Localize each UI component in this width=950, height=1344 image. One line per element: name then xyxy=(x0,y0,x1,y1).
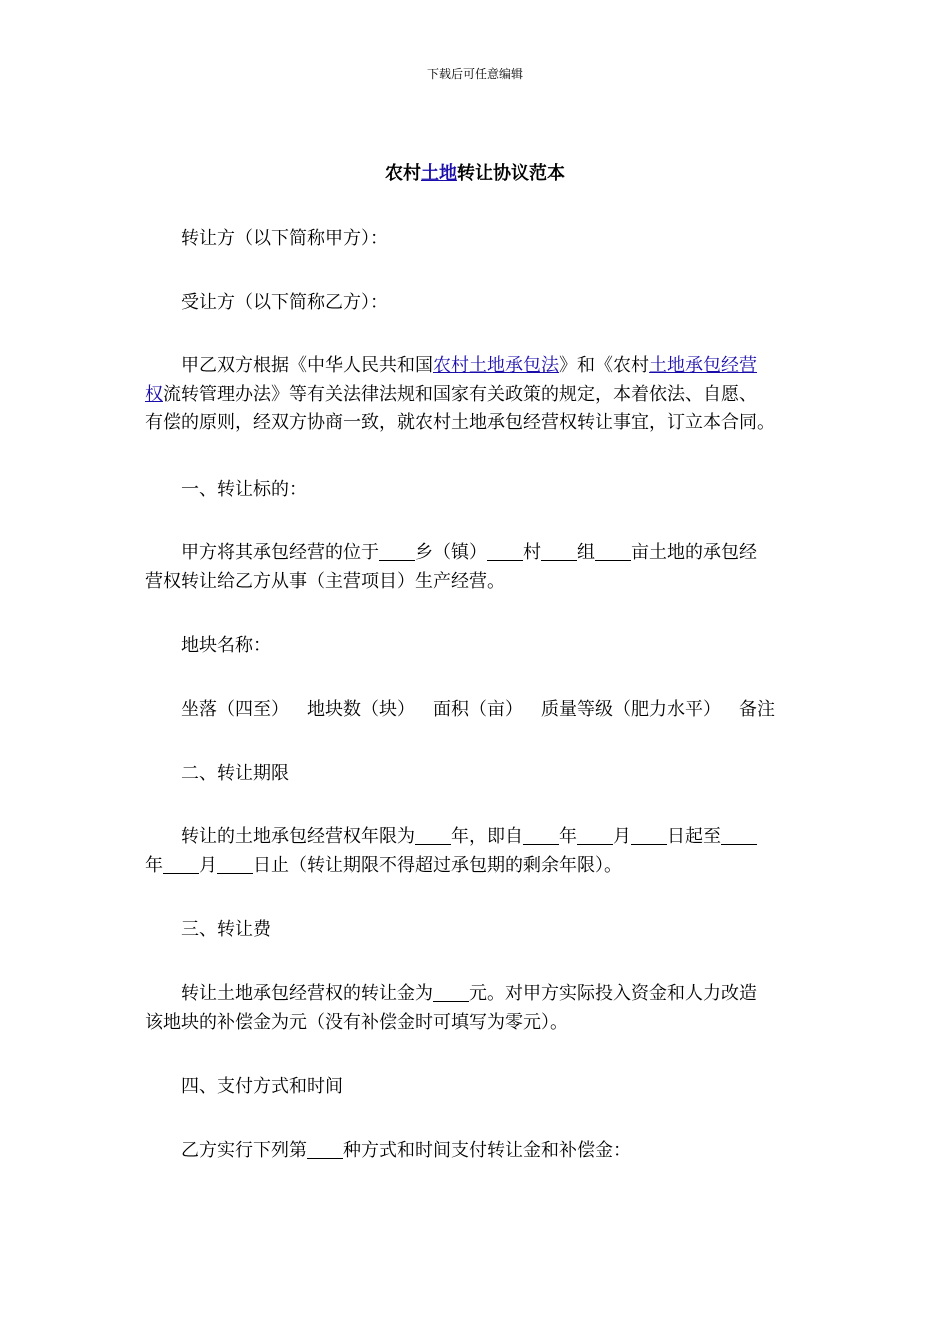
fill-blank[interactable] xyxy=(307,1140,343,1159)
preamble-text: 流转管理办法》等有关法律法规和国家有关政策的规定，本着依法、自愿、 xyxy=(163,383,757,405)
text: 日起至 xyxy=(667,826,721,847)
col-remarks: 备注 xyxy=(739,699,775,720)
fill-blank[interactable] xyxy=(379,542,415,561)
col-plot-count: 地块数（块） xyxy=(307,699,415,720)
fill-blank[interactable] xyxy=(217,855,253,874)
text: 月 xyxy=(613,826,631,847)
link-land-contract-management[interactable]: 土地承包经营 xyxy=(649,355,757,376)
text: 日止（转让期限不得超过承包期的剩余年限）。 xyxy=(253,854,622,876)
plot-name-label: 地块名称： xyxy=(181,635,271,656)
text: 年，即自 xyxy=(451,826,523,847)
fill-blank[interactable] xyxy=(487,542,523,561)
text: 年 xyxy=(145,854,163,876)
text: 乡（镇） xyxy=(415,542,487,563)
section-1-heading: 一、转让标的： xyxy=(181,479,307,500)
link-right[interactable]: 权 xyxy=(145,383,163,405)
fill-blank[interactable] xyxy=(523,826,559,845)
link-rural-land-contract-law[interactable]: 农村土地承包法 xyxy=(433,355,559,376)
fill-blank[interactable] xyxy=(433,983,469,1002)
fill-blank[interactable] xyxy=(577,826,613,845)
title-suffix: 转让协议范本 xyxy=(457,163,565,184)
section-4-paragraph xyxy=(145,1137,851,1166)
col-location: 坐落（四至） xyxy=(181,699,289,720)
preamble-text: 甲乙双方根据《中华人民共和国 xyxy=(181,355,433,376)
text: 该地块的补偿金为元（没有补偿金时可填写为零元）。 xyxy=(145,1011,568,1033)
section-2-heading: 二、转让期限 xyxy=(181,763,289,784)
text: 年 xyxy=(559,826,577,847)
text: 转让的土地承包经营权年限为 xyxy=(181,826,415,847)
text: 种方式和时间支付转让金和补偿金： xyxy=(343,1140,631,1161)
text: 亩土地的承包经 xyxy=(631,542,757,563)
section-4-heading: 四、支付方式和时间 xyxy=(181,1076,343,1097)
section-2-paragraph xyxy=(145,823,815,880)
preamble-paragraph xyxy=(145,352,815,438)
title-link-land[interactable]: 土地 xyxy=(421,163,457,184)
text: 转让土地承包经营权的转让金为 xyxy=(181,983,433,1004)
text: 元。对甲方实际投入资金和人力改造 xyxy=(469,983,757,1004)
section-3-paragraph xyxy=(145,980,815,1037)
text: 月 xyxy=(199,854,217,876)
header-note: 下载后可任意编辑 xyxy=(426,67,523,81)
transferor-line: 转让方（以下简称甲方）： xyxy=(181,228,388,249)
col-quality-grade: 质量等级（肥力水平） xyxy=(541,699,721,720)
text: 村 xyxy=(523,542,541,563)
transferee-line: 受让方（以下简称乙方）： xyxy=(181,292,388,313)
title-prefix: 农村 xyxy=(385,163,421,184)
fill-blank[interactable] xyxy=(415,826,451,845)
preamble-text: 》和《农村 xyxy=(559,355,649,376)
text: 营权转让给乙方从事（主营项目）生产经营。 xyxy=(145,570,505,592)
document-title xyxy=(0,162,950,186)
text: 甲方将其承包经营的位于 xyxy=(181,542,379,563)
fill-blank[interactable] xyxy=(163,855,199,874)
fill-blank[interactable] xyxy=(631,826,667,845)
section-1-paragraph xyxy=(145,539,815,596)
section-3-heading: 三、转让费 xyxy=(181,919,271,940)
fill-blank[interactable] xyxy=(595,542,631,561)
text: 组 xyxy=(577,542,595,563)
text: 乙方实行下列第 xyxy=(181,1140,307,1161)
col-area: 面积（亩） xyxy=(433,699,523,720)
fill-blank[interactable] xyxy=(541,542,577,561)
fill-blank[interactable] xyxy=(721,826,757,845)
preamble-text: 有偿的原则，经双方协商一致，就农村土地承包经营权转让事宜，订立本合同。 xyxy=(145,412,775,433)
plot-columns-row xyxy=(145,696,851,725)
